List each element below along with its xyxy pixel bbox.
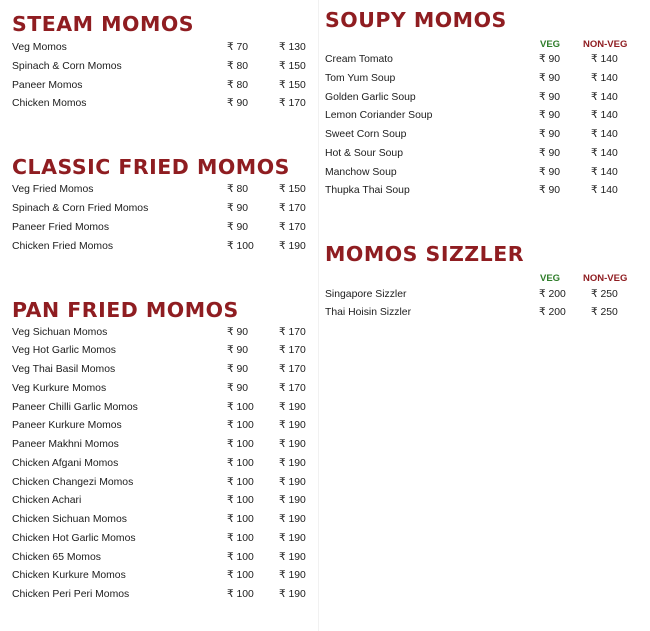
menu-item [0,238,318,257]
menu-item [0,567,318,586]
veg-price: ₹ 100 [227,589,254,600]
veg-price: ₹ 80 [227,184,249,195]
veg-price: ₹ 100 [227,552,254,563]
item-name: Veg Kurkure Momos [12,383,107,394]
nonveg-price: ₹ 190 [279,241,306,252]
item-name: Chicken Momos [12,98,87,109]
menu-item [0,436,318,455]
nonveg-price: ₹ 190 [279,439,306,450]
menu-item [318,51,650,70]
section-title: MOMOS SIZZLER [325,242,525,266]
menu-item [0,399,318,418]
nonveg-price: ₹ 150 [279,80,306,91]
menu-item [0,549,318,568]
item-name: Veg Hot Garlic Momos [12,345,116,356]
section-title: SOUPY MOMOS [325,8,507,32]
nonveg-price: ₹ 190 [279,458,306,469]
veg-price: ₹ 90 [227,383,249,394]
menu-item [0,95,318,114]
veg-price: ₹ 90 [227,345,249,356]
item-name: Sweet Corn Soup [325,129,407,140]
nonveg-price: ₹ 190 [279,402,306,413]
veg-price: ₹ 70 [227,42,249,53]
nonveg-price: ₹ 140 [591,110,618,121]
nonveg-price: ₹ 140 [591,167,618,178]
menu-item [318,182,650,201]
item-name: Chicken Hot Garlic Momos [12,533,136,544]
nonveg-price: ₹ 150 [279,184,306,195]
item-name: Paneer Chilli Garlic Momos [12,402,138,413]
veg-price: ₹ 100 [227,241,254,252]
veg-price: ₹ 90 [539,185,561,196]
menu-item [0,181,318,200]
item-name: Lemon Coriander Soup [325,110,433,121]
menu-item [318,286,650,305]
veg-price: ₹ 90 [539,54,561,65]
item-name: Chicken Changezi Momos [12,477,134,488]
item-name: Chicken 65 Momos [12,552,101,563]
nonveg-price: ₹ 250 [591,307,618,318]
section-title: STEAM MOMOS [12,12,195,36]
veg-price: ₹ 90 [539,73,561,84]
menu-item [0,324,318,343]
section-title: PAN FRIED MOMOS [12,298,239,322]
item-name: Veg Fried Momos [12,184,94,195]
veg-price: ₹ 100 [227,402,254,413]
nonveg-price: ₹ 190 [279,570,306,581]
section-title: CLASSIC FRIED MOMOS [12,155,290,179]
nonveg-price: ₹ 140 [591,129,618,140]
item-name: Tom Yum Soup [325,73,396,84]
nonveg-price: ₹ 170 [279,364,306,375]
veg-price: ₹ 100 [227,420,254,431]
item-name: Chicken Kurkure Momos [12,570,126,581]
item-name: Thai Hoisin Sizzler [325,307,412,318]
item-name: Paneer Kurkure Momos [12,420,122,431]
item-name: Chicken Sichuan Momos [12,514,127,525]
veg-price: ₹ 80 [227,80,249,91]
nonveg-price: ₹ 190 [279,495,306,506]
veg-price: ₹ 200 [539,307,566,318]
menu-item [0,530,318,549]
item-name: Golden Garlic Soup [325,92,416,103]
veg-price: ₹ 100 [227,458,254,469]
item-name: Chicken Afgani Momos [12,458,119,469]
item-name: Chicken Fried Momos [12,241,114,252]
veg-price: ₹ 90 [227,98,249,109]
menu-item [318,145,650,164]
nonveg-price: ₹ 190 [279,477,306,488]
menu-item [0,417,318,436]
veg-price: ₹ 90 [227,364,249,375]
item-name: Manchow Soup [325,167,397,178]
menu-item [318,304,650,323]
item-name: Spinach & Corn Momos [12,61,122,72]
nonveg-price: ₹ 170 [279,222,306,233]
menu-item [0,455,318,474]
veg-price: ₹ 100 [227,439,254,450]
nonveg-price: ₹ 170 [279,203,306,214]
menu-item [0,361,318,380]
item-name: Cream Tomato [325,54,393,65]
nonveg-price: ₹ 150 [279,61,306,72]
menu-item [0,492,318,511]
nonveg-column-header: NON-VEG [583,273,628,284]
item-name: Spinach & Corn Fried Momos [12,203,149,214]
veg-price: ₹ 100 [227,570,254,581]
menu-item [0,342,318,361]
menu-item [0,380,318,399]
nonveg-price: ₹ 140 [591,54,618,65]
menu-item [0,219,318,238]
item-name: Veg Thai Basil Momos [12,364,116,375]
item-name: Chicken Achari [12,495,82,506]
item-name: Paneer Fried Momos [12,222,110,233]
item-name: Veg Sichuan Momos [12,327,108,338]
veg-price: ₹ 200 [539,289,566,300]
item-name: Veg Momos [12,42,67,53]
nonveg-price: ₹ 250 [591,289,618,300]
veg-price: ₹ 90 [227,203,249,214]
veg-price: ₹ 90 [539,110,561,121]
nonveg-price: ₹ 170 [279,98,306,109]
veg-column-header: VEG [540,273,561,284]
veg-price: ₹ 80 [227,61,249,72]
menu-item [0,58,318,77]
nonveg-price: ₹ 190 [279,420,306,431]
nonveg-price: ₹ 190 [279,514,306,525]
menu-item [0,77,318,96]
veg-price: ₹ 90 [227,327,249,338]
nonveg-price: ₹ 190 [279,589,306,600]
veg-price: ₹ 100 [227,514,254,525]
veg-price: ₹ 100 [227,533,254,544]
nonveg-price: ₹ 190 [279,533,306,544]
item-name: Thupka Thai Soup [325,185,410,196]
menu-item [0,511,318,530]
item-name: Singapore Sizzler [325,289,407,300]
veg-column-header: VEG [540,39,561,50]
veg-price: ₹ 100 [227,495,254,506]
menu-item [0,586,318,605]
nonveg-price: ₹ 170 [279,345,306,356]
nonveg-price: ₹ 130 [279,42,306,53]
menu-item [318,89,650,108]
nonveg-price: ₹ 140 [591,73,618,84]
item-name: Paneer Makhni Momos [12,439,119,450]
nonveg-price: ₹ 190 [279,552,306,563]
veg-price: ₹ 90 [539,148,561,159]
item-name: Hot & Sour Soup [325,148,403,159]
nonveg-price: ₹ 170 [279,327,306,338]
veg-price: ₹ 90 [539,92,561,103]
veg-price: ₹ 100 [227,477,254,488]
menu-item [0,200,318,219]
veg-price: ₹ 90 [227,222,249,233]
nonveg-price: ₹ 140 [591,185,618,196]
nonveg-price: ₹ 170 [279,383,306,394]
menu-item [318,107,650,126]
item-name: Chicken Peri Peri Momos [12,589,130,600]
nonveg-price: ₹ 140 [591,92,618,103]
item-name: Paneer Momos [12,80,83,91]
veg-price: ₹ 90 [539,129,561,140]
veg-price: ₹ 90 [539,167,561,178]
menu-item [0,39,318,58]
menu-item [0,474,318,493]
menu-item [318,126,650,145]
menu-item [318,70,650,89]
nonveg-column-header: NON-VEG [583,39,628,50]
nonveg-price: ₹ 140 [591,148,618,159]
menu-item [318,164,650,183]
